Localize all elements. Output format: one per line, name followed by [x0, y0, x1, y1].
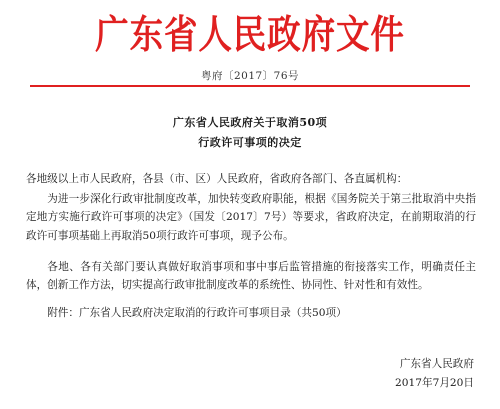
signature-date: 2017年7月20日	[395, 377, 474, 389]
document-header-title: 广东省人民政府文件	[95, 13, 405, 58]
body-paragraph-1: 为进一步深化行政审批制度改革，加快转变政府职能，根据《国务院关于第三批取消中央指定地方实施行政许可事项的决定》（国发〔2017〕7号）等要求，省政府决定，在前期取消的行政许可事项基础上再取消50项行政许可事项，现予公布。	[26, 193, 476, 242]
notice-title-line-2: 行政许可事项的决定	[198, 136, 302, 149]
attachment-line: 附件：广东省人民政府决定取消的行政许可事项目录（共50项）	[47, 307, 347, 319]
red-divider-line	[30, 85, 470, 87]
salutation: 各地级以上市人民政府，各县（市、区）人民政府，省政府各部门、各直属机构：	[26, 173, 408, 185]
signature-organization: 广东省人民政府	[399, 358, 474, 370]
body-paragraph-2: 各地、各有关部门要认真做好取消事项和事中事后监管措施的衔接落实工作，明确责任主体，创新工作方法，切实提高行政审批制度改革的系统性、协同性、针对性和有效性。	[26, 261, 476, 292]
document-number: 粤府〔2017〕76号	[200, 70, 300, 82]
notice-title-line-1: 广东省人民政府关于取消50项	[172, 116, 328, 129]
